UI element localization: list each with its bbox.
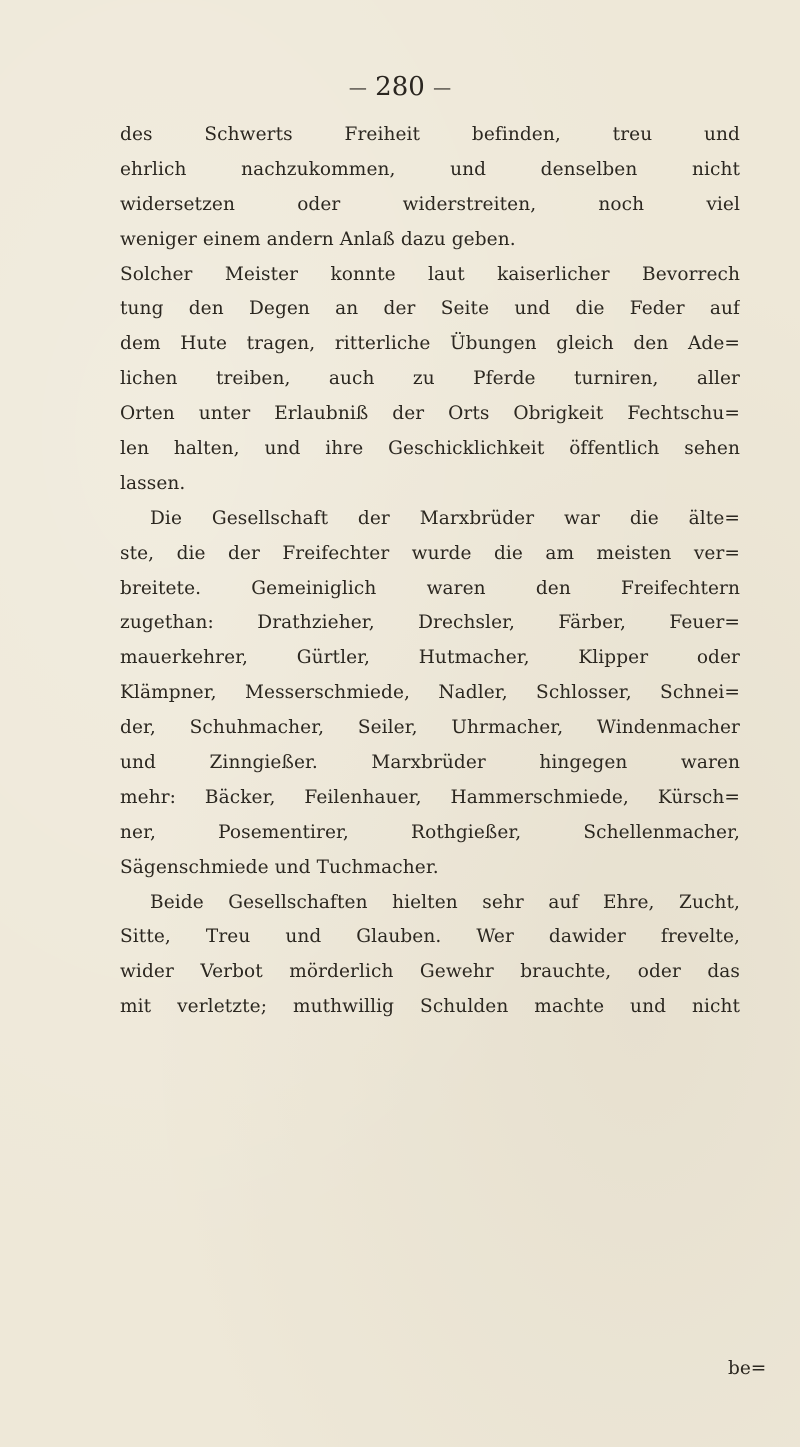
text-line: lassen. <box>120 472 186 494</box>
text-line: ehrlich nachzukommen, und denselben nicht <box>120 158 740 180</box>
text-line: mit verletzte; muthwillig Schulden machte und nicht <box>120 996 740 1018</box>
header-dash-left: — <box>348 77 367 99</box>
text-line: mehr: Bäcker, Feilenhauer, Hammerschmiede, Kürsch= <box>120 786 740 808</box>
text-line: len halten, und ihre Geschicklichkeit öffentlich sehen <box>120 438 740 460</box>
text-line: Beide Gesellschaften hielten sehr auf Ehre, Zucht, <box>150 891 740 913</box>
text-line: wider Verbot mörderlich Gewehr brauchte, oder das <box>120 961 740 983</box>
text-line: ste, die der Freifechter wurde die am meisten ver= <box>120 542 740 564</box>
body-text <box>120 118 740 1025</box>
text-line: des Schwerts Freiheit befinden, treu und <box>120 124 740 145</box>
text-line: lichen treiben, auch zu Pferde turniren, aller <box>120 368 740 390</box>
header-dash-right: — <box>433 77 452 99</box>
text-line: Sitte, Treu und Glauben. Wer dawider frevelte, <box>120 926 740 948</box>
text-line: widersetzen oder widerstreiten, noch viel <box>120 193 740 215</box>
text-line: zugethan: Drathzieher, Drechsler, Färber, Feuer= <box>120 612 740 634</box>
text-line: Solcher Meister konnte laut kaiserlicher Bevorrech <box>120 263 740 285</box>
text-line: Die Gesellschaft der Marxbrüder war die älte= <box>150 507 740 529</box>
text-line: mauerkehrer, Gürtler, Hutmacher, Klipper oder <box>120 647 740 669</box>
text-line: ner, Posementirer, Rothgießer, Schellenmacher, <box>120 821 740 843</box>
text-line: der, Schuhmacher, Seiler, Uhrmacher, Windenmacher <box>120 717 740 739</box>
text-line: Sägenschmiede und Tuchmacher. <box>120 856 439 878</box>
text-line: breitete. Gemeiniglich waren den Freifechtern <box>120 577 740 599</box>
page-number: 280 <box>375 72 425 102</box>
text-line: und Zinngießer. Marxbrüder hingegen waren <box>120 752 740 774</box>
catchword: be= <box>728 1358 767 1379</box>
text-line: weniger einem andern Anlaß dazu geben. <box>120 228 516 250</box>
text-line: Orten unter Erlaubniß der Orts Obrigkeit Fechtschu= <box>120 403 740 425</box>
page-header <box>0 72 800 102</box>
text-line: Klämpner, Messerschmiede, Nadler, Schlosser, Schnei= <box>120 682 740 704</box>
text-line: dem Hute tragen, ritterliche Übungen gleich den Ade= <box>120 333 740 355</box>
text-line: tung den Degen an der Seite und die Feder auf <box>120 298 740 320</box>
